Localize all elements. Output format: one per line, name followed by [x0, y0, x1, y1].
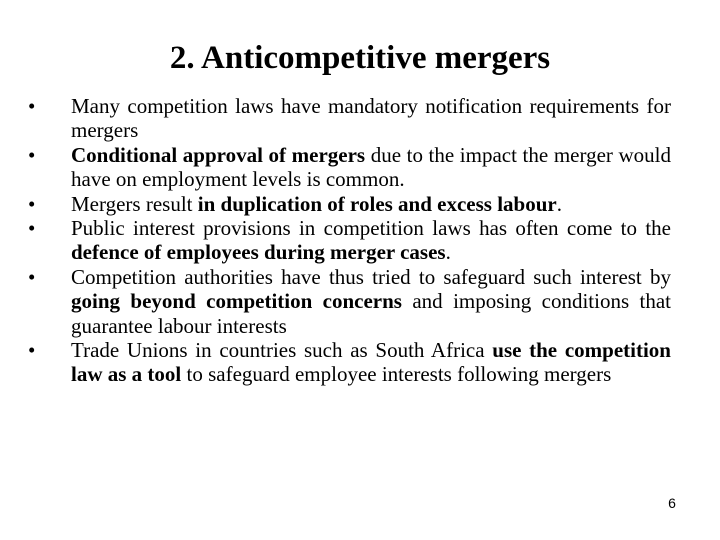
bullet-text: and imposing conditions that guarantee labour interests: [71, 289, 671, 338]
bullet-marker: •: [28, 94, 36, 118]
bullet-text: .: [445, 240, 451, 265]
bullet-text: Mergers result: [71, 191, 198, 216]
bullet-item: [28, 94, 671, 143]
bullet-item: [28, 143, 671, 192]
bullet-marker: •: [28, 216, 36, 241]
bullet-text: Public interest provisions in competition laws has often come to the: [71, 216, 671, 241]
bullet-item: [28, 216, 671, 265]
bullet-item: [28, 338, 671, 387]
bullet-emphasis-text: defence of employees during merger cases: [71, 240, 446, 265]
bullet-marker: •: [28, 338, 36, 363]
bullet-text: Competition authorities have thus tried to safeguard such interest by: [71, 264, 671, 289]
bullet-marker: •: [28, 191, 36, 216]
bullet-text: .: [556, 191, 562, 216]
bullet-emphasis-text: Conditional approval of mergers: [71, 142, 366, 167]
bullet-marker: •: [28, 264, 36, 289]
slide-number: 6: [668, 495, 676, 511]
bullet-emphasis-text: use the competition law as a tool: [71, 338, 671, 387]
bullet-text: Trade Unions in countries such as South Africa: [71, 338, 493, 363]
bullet-text: due to the impact the merger would have on employment levels is common.: [71, 142, 671, 192]
bullet-emphasis-text: in duplication of roles and excess labour: [197, 191, 557, 216]
bullet-text: to safeguard employee interests following mergers: [181, 362, 612, 387]
slide-title: 2. Anticompetitive mergers: [169, 40, 551, 76]
bullet-text: Many competition laws have mandatory notification requirements for mergers: [71, 94, 671, 143]
bullet-emphasis-text: going beyond competition concerns: [71, 289, 402, 314]
bullet-list: [28, 94, 671, 387]
bullet-item: [28, 192, 671, 216]
bullet-marker: •: [28, 142, 36, 167]
bullet-item: [28, 265, 671, 338]
